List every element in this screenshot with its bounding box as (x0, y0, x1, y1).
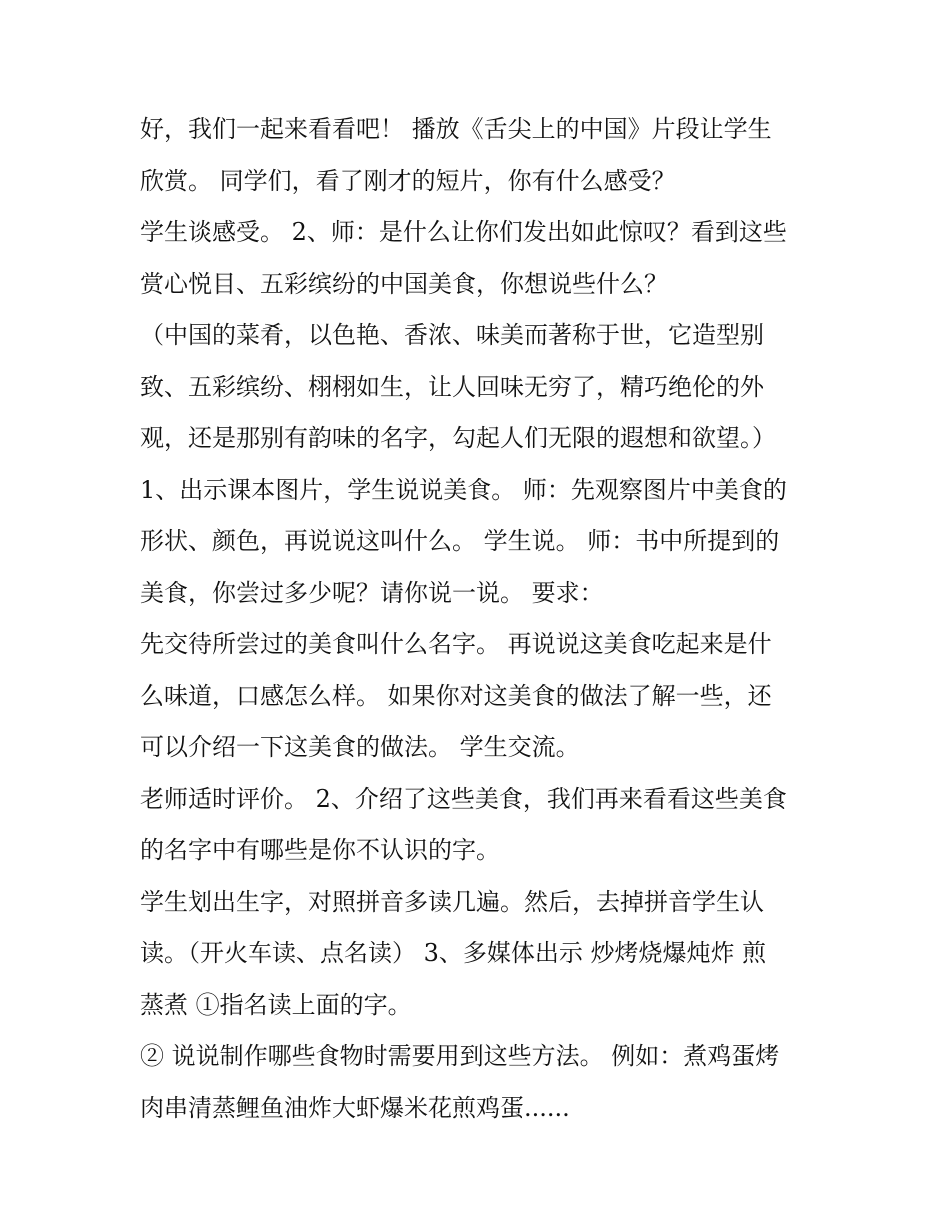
text-line: ② 说说制作哪些食物时需要用到这些方法。 例如：煮鸡蛋烤 (140, 1042, 780, 1070)
text-line: 赏心悦目、五彩缤纷的中国美食，你想说些什么？ (140, 269, 668, 298)
text-line: 可以介绍一下这美食的做法。 学生交流。 (140, 733, 580, 761)
text-line: 欣赏。 同学们，看了刚才的短片，你有什么感受？ (140, 166, 676, 195)
text-line: 先交待所尝过的美食叫什么名字。 再说说这美食吃起来是什 (140, 630, 772, 658)
text-line: 老师适时评价。 2、介绍了这些美食，我们再来看看这些美食 (140, 784, 787, 813)
text-line: （中国的菜肴，以色艳、香浓、味美而著称于世，它造型别 (140, 321, 764, 349)
text-line: 么味道，口感怎么样。 如果你对这美食的做法了解一些，还 (140, 681, 772, 710)
text-line: 的名字中有哪些是你不认识的字。 (140, 836, 500, 864)
text-line: 读。（开火车读、点名读） 3、多媒体出示 炒烤烧爆炖炸 煎 (140, 939, 767, 967)
text-line: 1、出示课本图片，学生说说美食。 师：先观察图片中美食的 (140, 475, 787, 504)
text-line: 肉串清蒸鲤鱼油炸大虾爆米花煎鸡蛋...... (140, 1093, 570, 1122)
text-line: 形状、颜色，再说说这叫什么。 学生说。 师：书中所提到的 (140, 527, 780, 555)
text-line: 观，还是那别有韵味的名字，勾起人们无限的遐想和欲望。） (140, 424, 776, 452)
body-text (140, 104, 820, 1134)
text-line: 好，我们一起来看看吧！ 播放《舌尖上的中国》片段让学生 (140, 115, 772, 143)
text-line: 蒸煮 ①指名读上面的字。 (140, 990, 412, 1019)
text-line: 美食，你尝过多少呢？请你说一说。 要求： (140, 578, 604, 607)
text-line: 学生谈感受。 2、师：是什么让你们发出如此惊叹？看到这些 (140, 218, 787, 246)
text-line: 学生划出生字，对照拼音多读几遍。然后，去掉拼音学生认 (140, 887, 764, 916)
text-line: 致、五彩缤纷、栩栩如生，让人回味无穷了，精巧绝伦的外 (140, 372, 764, 401)
